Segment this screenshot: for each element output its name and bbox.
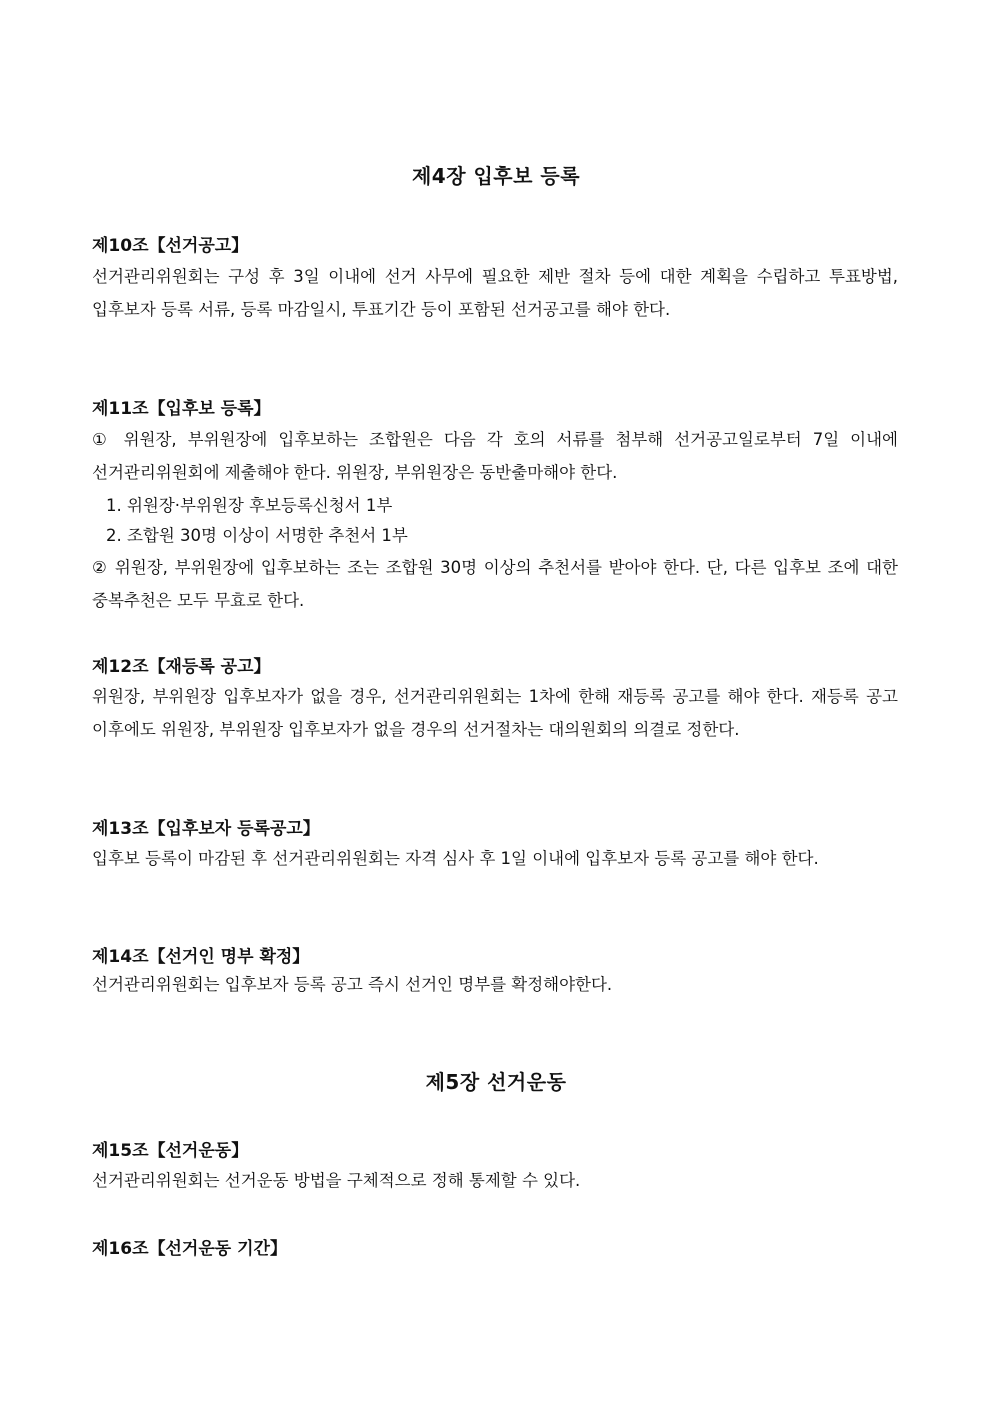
article-14-title: 제14조【선거인 명부 확정】 [92,947,310,967]
article-11-title: 제11조【입후보 등록】 [92,399,271,419]
article-11-paragraph-2: ② 위원장, 부위원장에 입후보하는 조는 조합원 30명 이상의 추천서를 받아야 한다. 단, 다른 입후보 조에 대한 중복추천은 모두 무효로 한다. [92,558,898,610]
article-10-body: 선거관리위원회는 구성 후 3일 이내에 선거 사무에 필요한 제반 절차 등에 대한 계획을 수립하고 투표방법, 입후보자 등록 서류, 등록 마감일시, 투표기간 등이 포함된 선거공고를 해야 한다. [92,267,898,319]
article-13-body: 입후보 등록이 마감된 후 선거관리위원회는 자격 심사 후 1일 이내에 입후보자 등록 공고를 해야 한다. [92,849,819,868]
article-11-item-1: 1. 위원장·부위원장 후보등록신청서 1부 [106,496,393,515]
article-11-paragraph-1: ① 위원장, 부위원장에 입후보하는 조합원은 다음 각 호의 서류를 첨부해 선거공고일로부터 7일 이내에 선거관리위원회에 제출해야 한다. 위원장, 부위원장은 동반출마해야 한다. [92,430,898,482]
chapter-5-title: 제5장 선거운동 [425,1070,567,1094]
article-12-title: 제12조【재등록 공고】 [92,657,271,677]
article-14-body: 선거관리위원회는 입후보자 등록 공고 즉시 선거인 명부를 확정해야한다. [92,975,613,994]
article-11-item-2: 2. 조합원 30명 이상이 서명한 추천서 1부 [106,526,408,545]
article-10-title: 제10조【선거공고】 [92,236,249,256]
article-13-title: 제13조【입후보자 등록공고】 [92,819,320,839]
article-15-title: 제15조【선거운동】 [92,1141,249,1161]
chapter-4-title: 제4장 입후보 등록 [411,164,581,188]
article-16-title: 제16조【선거운동 기간】 [92,1239,287,1259]
article-15-body: 선거관리위원회는 선거운동 방법을 구체적으로 정해 통제할 수 있다. [92,1171,581,1190]
article-12-body: 위원장, 부위원장 입후보자가 없을 경우, 선거관리위원회는 1차에 한해 재등록 공고를 해야 한다. 재등록 공고 이후에도 위원장, 부위원장 입후보자가 없을 경우의 선거절차는 대의원회의 의결로 정한다. [92,687,898,739]
